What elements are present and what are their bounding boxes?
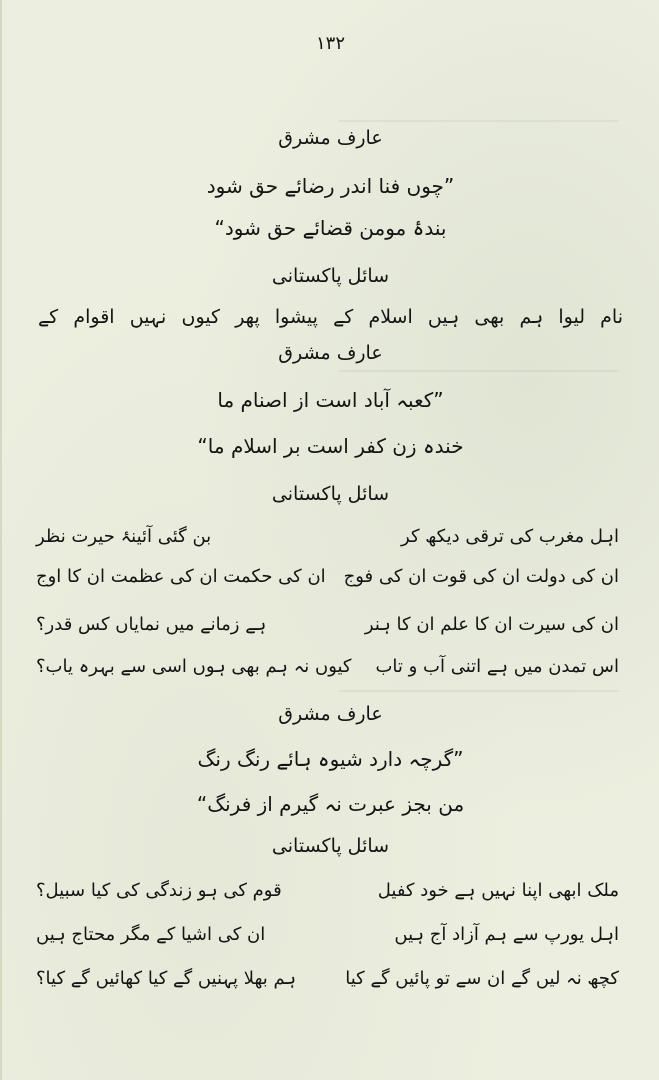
- speaker-heading: سائل پاکستانی: [271, 265, 390, 287]
- verse-line: ”گرچہ دارد شیوہ ہائے رنگ رنگ: [197, 747, 464, 771]
- first-hemistich: اہل مغرب کی ترقی دیکھ کر: [401, 526, 619, 547]
- second-hemistich: قوم کی ہو زندگی کی کیا سبیل؟: [36, 880, 282, 901]
- couplet: [36, 610, 619, 640]
- show-through-mark: [339, 370, 619, 372]
- first-hemistich: ان کی دولت ان کی قوت ان کی فوج: [343, 566, 619, 587]
- couplet: [36, 562, 619, 592]
- couplet: [36, 522, 619, 552]
- speaker-heading: عارف مشرق: [278, 127, 383, 149]
- second-hemistich: بن گئی آئینۂ حیرت نظر: [36, 526, 212, 547]
- second-hemistich: ان کی حکمت ان کی عظمت ان کا اوج: [36, 566, 326, 587]
- verse-line: نام لیوا ہم بھی ہیں اسلام کے پیشوا پھر کیوں نہیں اقوام کے: [38, 306, 623, 328]
- verse-line: من بجز عبرت نہ گیرم از فرنگ“: [196, 792, 465, 816]
- second-hemistich: کیوں نہ ہم بھی ہوں اسی سے بہرہ یاب؟: [36, 656, 352, 677]
- first-hemistich: ان کی سیرت ان کا علم ان کا ہنر: [364, 614, 619, 635]
- first-hemistich: اس تمدن میں ہے اتنی آب و تاب: [375, 656, 619, 677]
- second-hemistich: ان کی اشیا کے مگر محتاج ہیں: [36, 924, 266, 945]
- verse-line: خندہ زن کفر است بر اسلام ما“: [197, 434, 464, 458]
- speaker-heading: سائل پاکستانی: [271, 835, 390, 857]
- speaker-heading: عارف مشرق: [278, 703, 383, 725]
- first-hemistich: اہل یورپ سے ہم آزاد آج ہیں: [394, 924, 619, 945]
- couplet: [36, 876, 619, 906]
- verse-line: بندۂ مومن قضائے حق شود“: [214, 216, 447, 240]
- verse-line: ”چوں فنا اندر رضائے حق شود: [206, 174, 455, 198]
- speaker-heading: عارف مشرق: [278, 342, 383, 364]
- couplet: [36, 652, 619, 682]
- verse-line: ”کعبہ آباد است از اصنام ما: [217, 388, 444, 412]
- show-through-mark: [339, 690, 619, 692]
- speaker-heading: سائل پاکستانی: [271, 483, 390, 505]
- couplet: [36, 964, 619, 994]
- second-hemistich: ہے زمانے میں نمایاں کس قدر؟: [36, 614, 267, 635]
- show-through-mark: [339, 120, 619, 122]
- page-number: ۱۳۲: [315, 33, 345, 54]
- second-hemistich: ہم بھلا پہنیں گے کیا کھائیں گے کیا؟: [36, 968, 296, 989]
- first-hemistich: کچھ نہ لیں گے ان سے تو پائیں گے کیا: [345, 968, 619, 989]
- couplet: [36, 920, 619, 950]
- first-hemistich: ملک ابھی اپنا نہیں ہے خود کفیل: [377, 880, 619, 901]
